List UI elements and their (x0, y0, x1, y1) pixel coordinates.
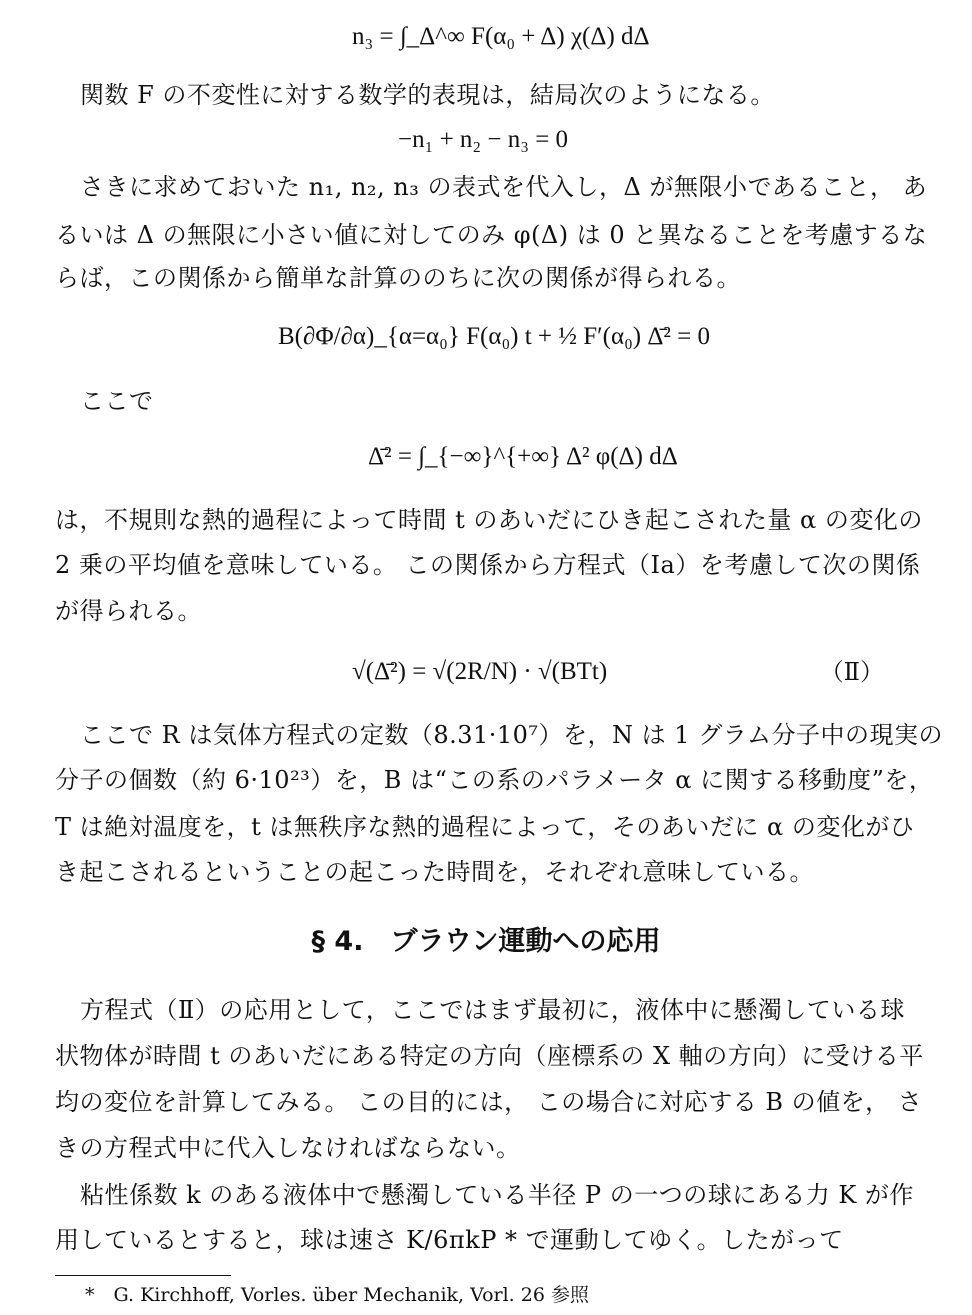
equation-n3: n₃ = ∫_Δ^∞ F(α₀ + Δ) χ(Δ) dΔ (352, 23, 650, 50)
paragraph-line: 分子の個数（約 6·10²³）を，B は“この系のパラメータ α に関する移動度”を， (55, 766, 934, 794)
equation-result: √(Δ̄²) = √(2R/N) · √(BTt) (352, 658, 608, 685)
paragraph-line: き起こされるということの起こった時間を，それぞれ意味している。 (55, 858, 815, 886)
paragraph-line: 2 乗の平均値を意味している。 この関係から方程式（Ia）を考慮して次の関係 (55, 551, 921, 579)
paragraph-line: るいは Δ の無限に小さい値に対してのみ φ(Δ) は 0 と異なることを考慮するな (55, 221, 928, 249)
footnote: * G. Kirchhoff, Vorles. über Mechanik, Vorl. 26 参照 (85, 1284, 589, 1306)
section-heading: § 4. ブラウン運動への応用 (311, 926, 661, 957)
equation-mean-square: Δ̄² = ∫_{−∞}^{+∞} Δ² φ(Δ) dΔ (368, 443, 678, 470)
paragraph-line: 粘性係数 k のある液体中で懸濁している半径 P の一つの球にある力 K が作 (80, 1181, 914, 1209)
footnote-rule (55, 1275, 231, 1276)
paragraph-line: 関数 F の不変性に対する数学的表現は，結局次のようになる。 (80, 81, 775, 109)
equation-label: （Ⅱ） (819, 658, 884, 686)
paragraph-line: らば，この関係から簡単な計算ののちに次の関係が得られる。 (55, 264, 741, 292)
paragraph-line: 状物体が時間 t のあいだにある特定の方向（座標系の X 軸の方向）に受ける平 (55, 1042, 924, 1070)
paragraph-line: ここで (80, 387, 154, 415)
paragraph-line: が得られる。 (55, 597, 202, 625)
paragraph-line: 用しているとすると，球は速さ K/6πkP * で運動してゆく。したがって (55, 1226, 844, 1254)
paragraph-line: きの方程式中に代入しなければならない。 (55, 1134, 521, 1162)
paragraph-line: 均の変位を計算してみる。 この目的には， この場合に対応する B の値を， さ (55, 1088, 923, 1116)
paragraph-line: 方程式（Ⅱ）の応用として，ここではまず最初に，液体中に懸濁している球 (80, 996, 905, 1024)
paragraph-line: T は絶対温度を，t は無秩序な熱的過程によって，そのあいだに α の変化がひ (55, 813, 915, 841)
equation-balance: −n₁ + n₂ − n₃ = 0 (398, 126, 569, 153)
paragraph-line: は，不規則な熱的過程によって時間 t のあいだにひき起こされた量 α の変化の (55, 506, 923, 534)
paragraph-line: ここで R は気体方程式の定数（8.31·10⁷）を，N は 1 グラム分子中の現実の (80, 721, 943, 749)
equation-relation: B(∂Φ/∂α)_{α=α₀} F(α₀) t + ½ F′(α₀) Δ̄² = 0 (278, 323, 711, 350)
paragraph-line: さきに求めておいた n₁, n₂, n₃ の表式を代入し，Δ が無限小であること， あ (80, 173, 928, 201)
